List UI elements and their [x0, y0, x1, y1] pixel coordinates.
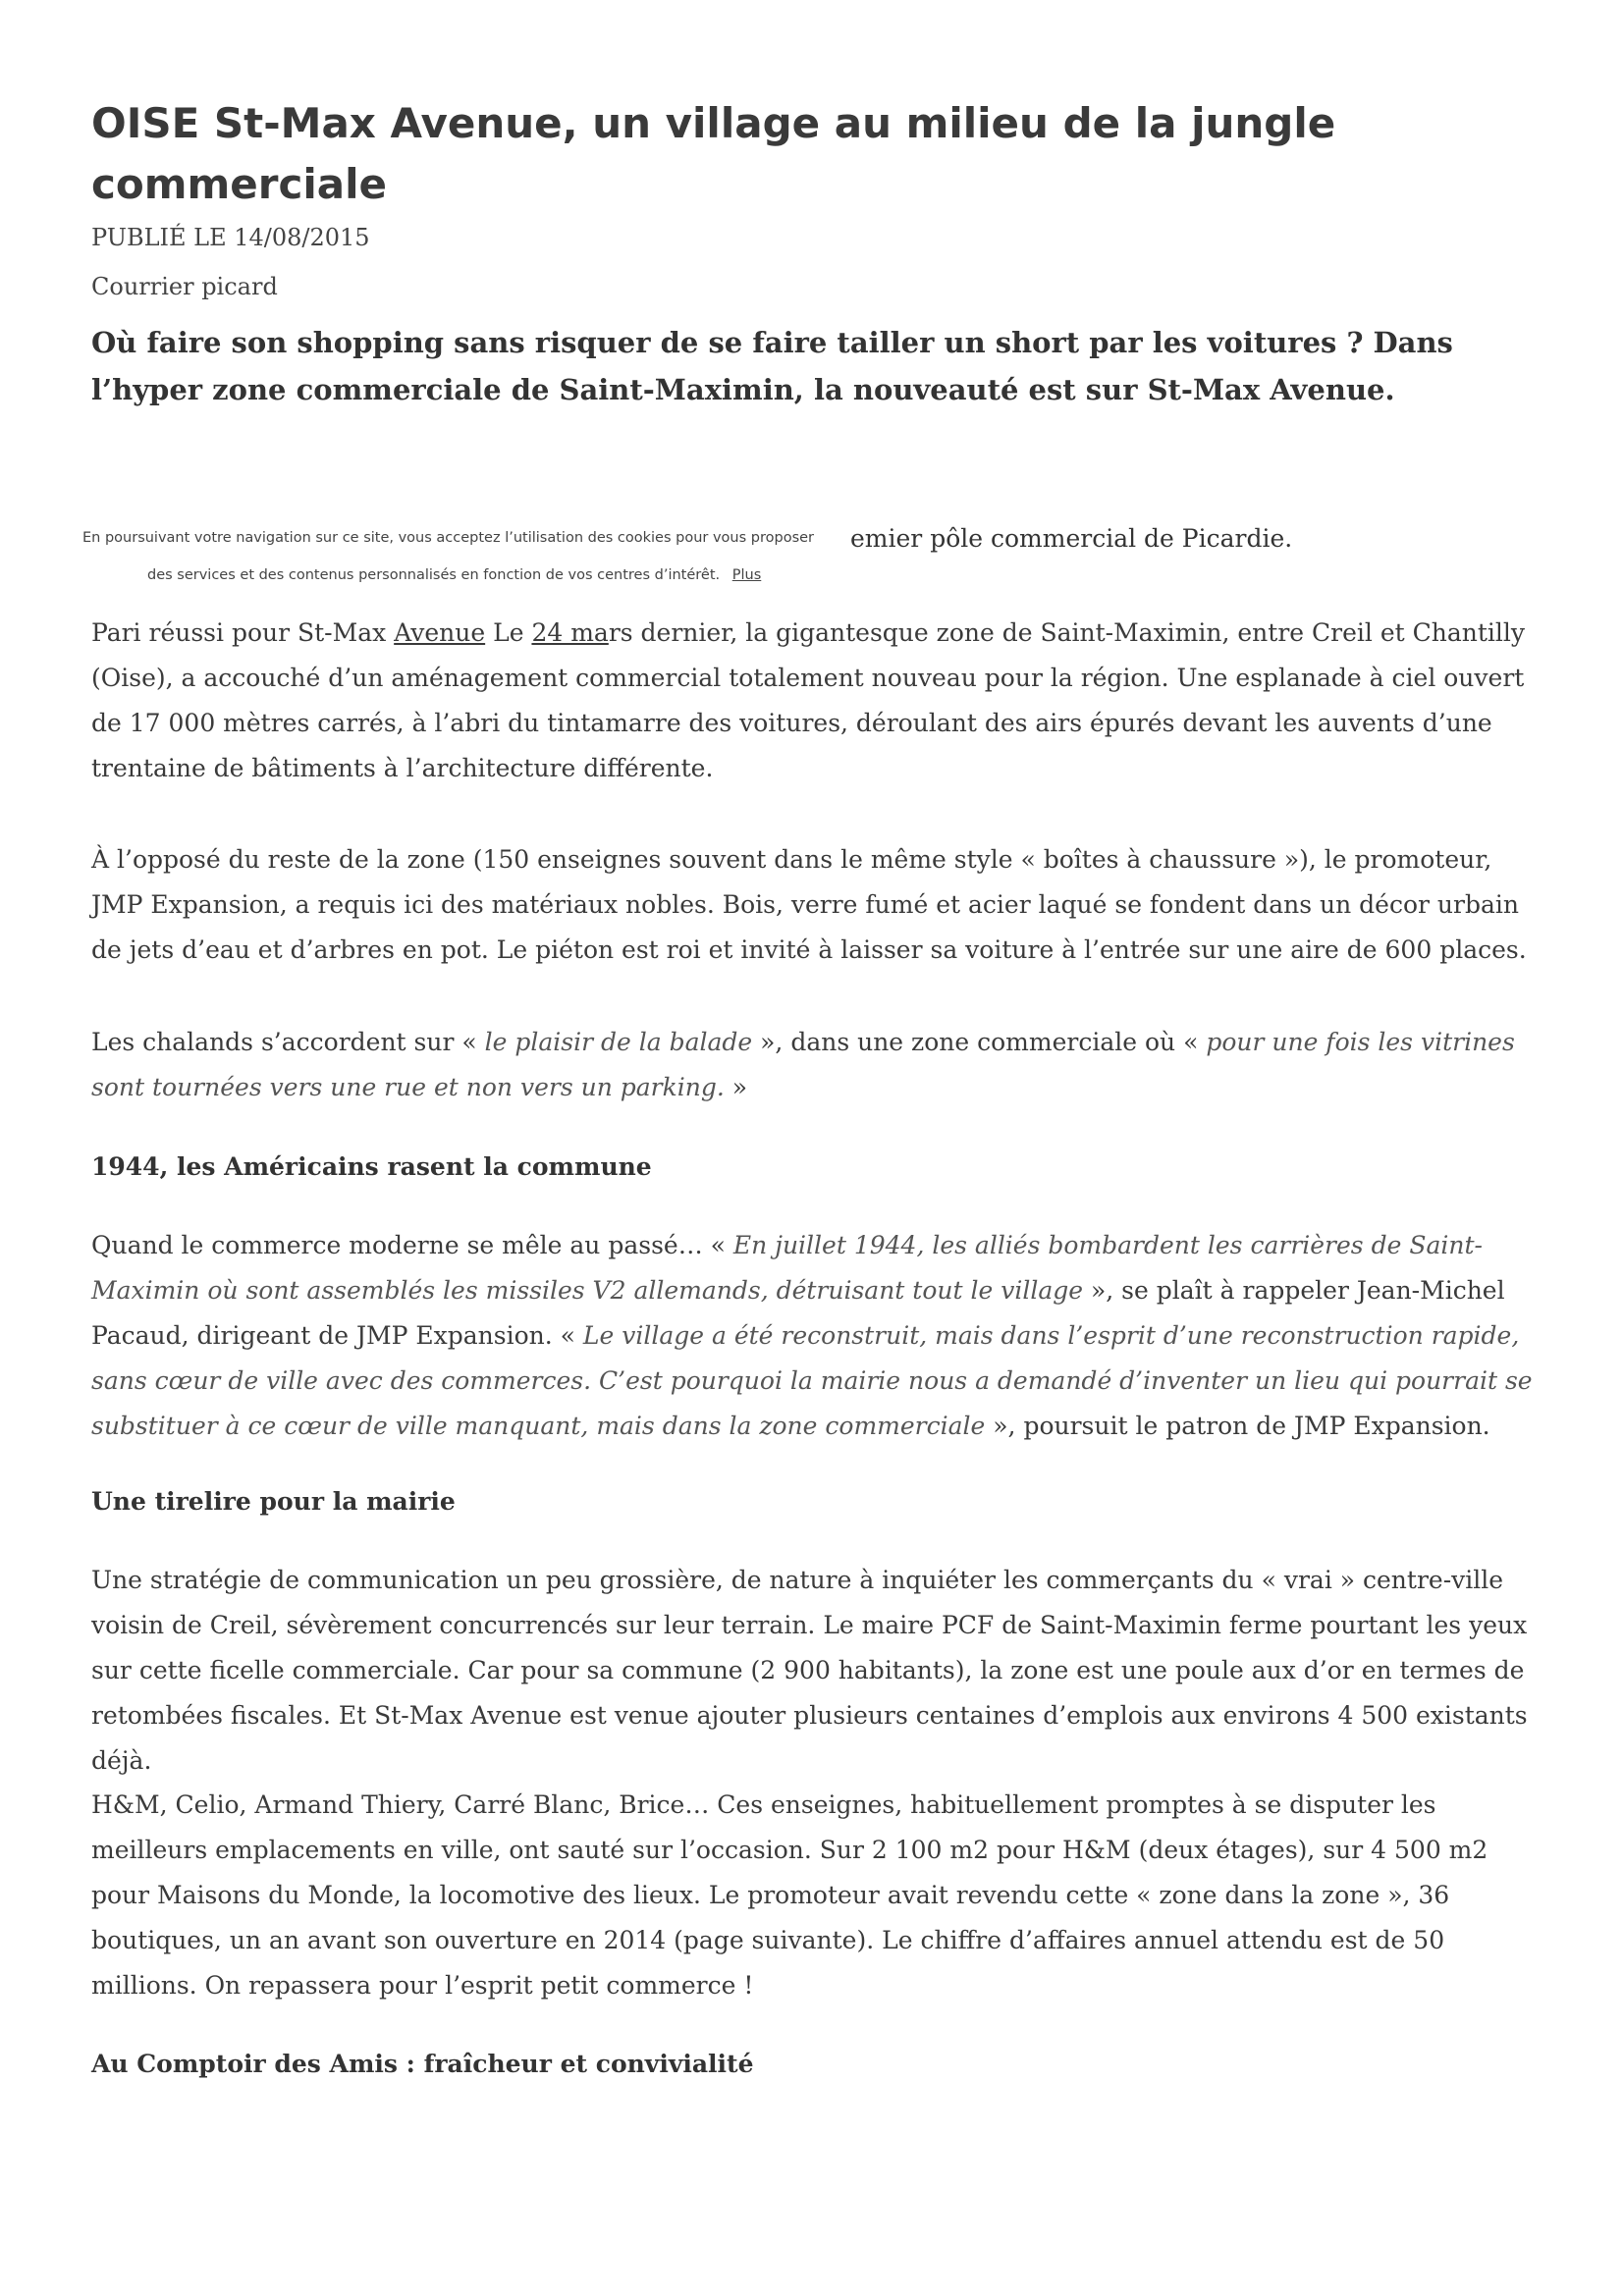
cookie-text-line2: des services et des contenus personnalisés en fonction de vos centres d’intérêt. [147, 567, 721, 583]
cookie-text-line1: En poursuivant votre navigation sur ce site, vous acceptez l’utilisation des cookies pour vous proposer [82, 530, 815, 546]
subhead-tirelire: Une tirelire pour la mairie [91, 1487, 456, 1516]
quote-village: Le village a été reconstruit, mais dans l’esprit d’une reconstruction rapide, sans cœur de ville avec des commerces. C’est pourquoi la mairie nous a demandé d’inventer un lieu qui pourrait se substituer à ce cœur de ville manquant, mais dans la zone commerciale [91, 1321, 1533, 1440]
subhead-comptoir: Au Comptoir des Amis : fraîcheur et convivialité [91, 2050, 754, 2078]
article [91, 93, 1544, 413]
cookie-banner [82, 528, 858, 585]
article-lead: Où faire son shopping sans risquer de se faire tailler un short par les voitures ? Dans l’hyper zone commerciale de Saint-Maximin, la nouveauté est sur St-Max Avenue. [91, 326, 1453, 406]
inline-link-avenue[interactable]: Avenue [394, 618, 486, 647]
paragraph-5: Une stratégie de communication un peu grossière, de nature à inquiéter les commerçants du « vrai » centre-ville voisin de Creil, sévèrement concurrencés sur leur terrain. Le maire PCF de Saint-Maximin ferme pourtant les yeux sur cette ficelle commerciale. Car pour sa commune (2 900 habitants), la zone est une poule aux d’or en termes de retombées fiscales. Et St-Max Avenue est venue ajouter plusieurs centaines d’emplois aux environs 4 500 existants déjà. [91, 1566, 1528, 1775]
cookie-more-link[interactable]: Plus [731, 567, 762, 583]
paragraph-2: À l’opposé du reste de la zone (150 enseignes souvent dans le même style « boîtes à chaussure »), le promoteur, JMP Expansion, a requis ici des matériaux nobles. Bois, verre fumé et acier laqué se fondent dans un décor urbain de jets d’eau et d’arbres en pot. Le piéton est roi et invité à laisser sa voiture à l’entrée sur une aire de 600 places. [91, 845, 1527, 964]
quote-balade: le plaisir de la balade [484, 1028, 753, 1056]
quote-1944: En juillet 1944, les alliés bombardent les carrières de Saint-Maximin où sont assemblés les missiles V2 allemands, détruisant tout le village [91, 1231, 1483, 1305]
article-title: OISE St-Max Avenue, un village au milieu de la jungle commerciale [91, 99, 1336, 208]
paragraph-4: Quand le commerce moderne se mêle au passé… « En juillet 1944, les alliés bombardent les carrières de Saint-Maximin où sont assemblés les missiles V2 allemands, détruisant tout le village », se plaît à rappeler Jean-Michel Pacaud, dirigeant de JMP Expansion. « Le village a été reconstruit, mais dans l’esprit d’une reconstruction rapide, sans cœur de ville avec des commerces. C’est pourquoi la mairie nous a demandé d’inventer un lieu qui pourrait se substituer à ce cœur de ville manquant, mais dans la zone commerciale », poursuit le patron de JMP Expansion. [91, 1231, 1533, 1440]
inline-link-date[interactable]: 24 ma [531, 618, 609, 647]
article-source: Courrier picard [91, 273, 278, 300]
paragraph-6: H&M, Celio, Armand Thiery, Carré Blanc, Brice… Ces enseignes, habituellement promptes à se disputer les meilleurs emplacements en ville, ont sauté sur l’occasion. Sur 2 100 m2 pour H&M (deux étages), sur 4 500 m2 pour Maisons du Monde, la locomotive des lieux. Le promoteur avait revendu cette « zone dans la zone », 36 boutiques, un an avant son ouverture en 2014 (page suivante). Le chiffre d’affaires annuel attendu est de 50 millions. On repassera pour l’esprit petit commerce ! [91, 1790, 1488, 2000]
paragraph-3: Les chalands s’accordent sur « le plaisir de la balade », dans une zone commerciale où « pour une fois les vitrines sont tournées vers une rue et non vers un parking. » [91, 1028, 1515, 1101]
subhead-1944: 1944, les Américains rasent la commune [91, 1152, 652, 1181]
intro-sentence-tail: emier pôle commercial de Picardie. [850, 524, 1293, 553]
quote-vitrines: pour une fois les vitrines sont tournées vers une rue et non vers un parking. [91, 1028, 1515, 1101]
publish-date: PUBLIÉ LE 14/08/2015 [91, 224, 370, 251]
paragraph-1: Pari réussi pour St-Max Avenue Le 24 mars dernier, la gigantesque zone de Saint-Maximin, entre Creil et Chantilly (Oise), a accouché d’un aménagement commercial totalement nouveau pour la région. Une esplanade à ciel ouvert de 17 000 mètres carrés, à l’abri du tintamarre des voitures, déroulant des airs épurés devant les auvents d’une trentaine de bâtiments à l’architecture différente. [91, 618, 1526, 782]
